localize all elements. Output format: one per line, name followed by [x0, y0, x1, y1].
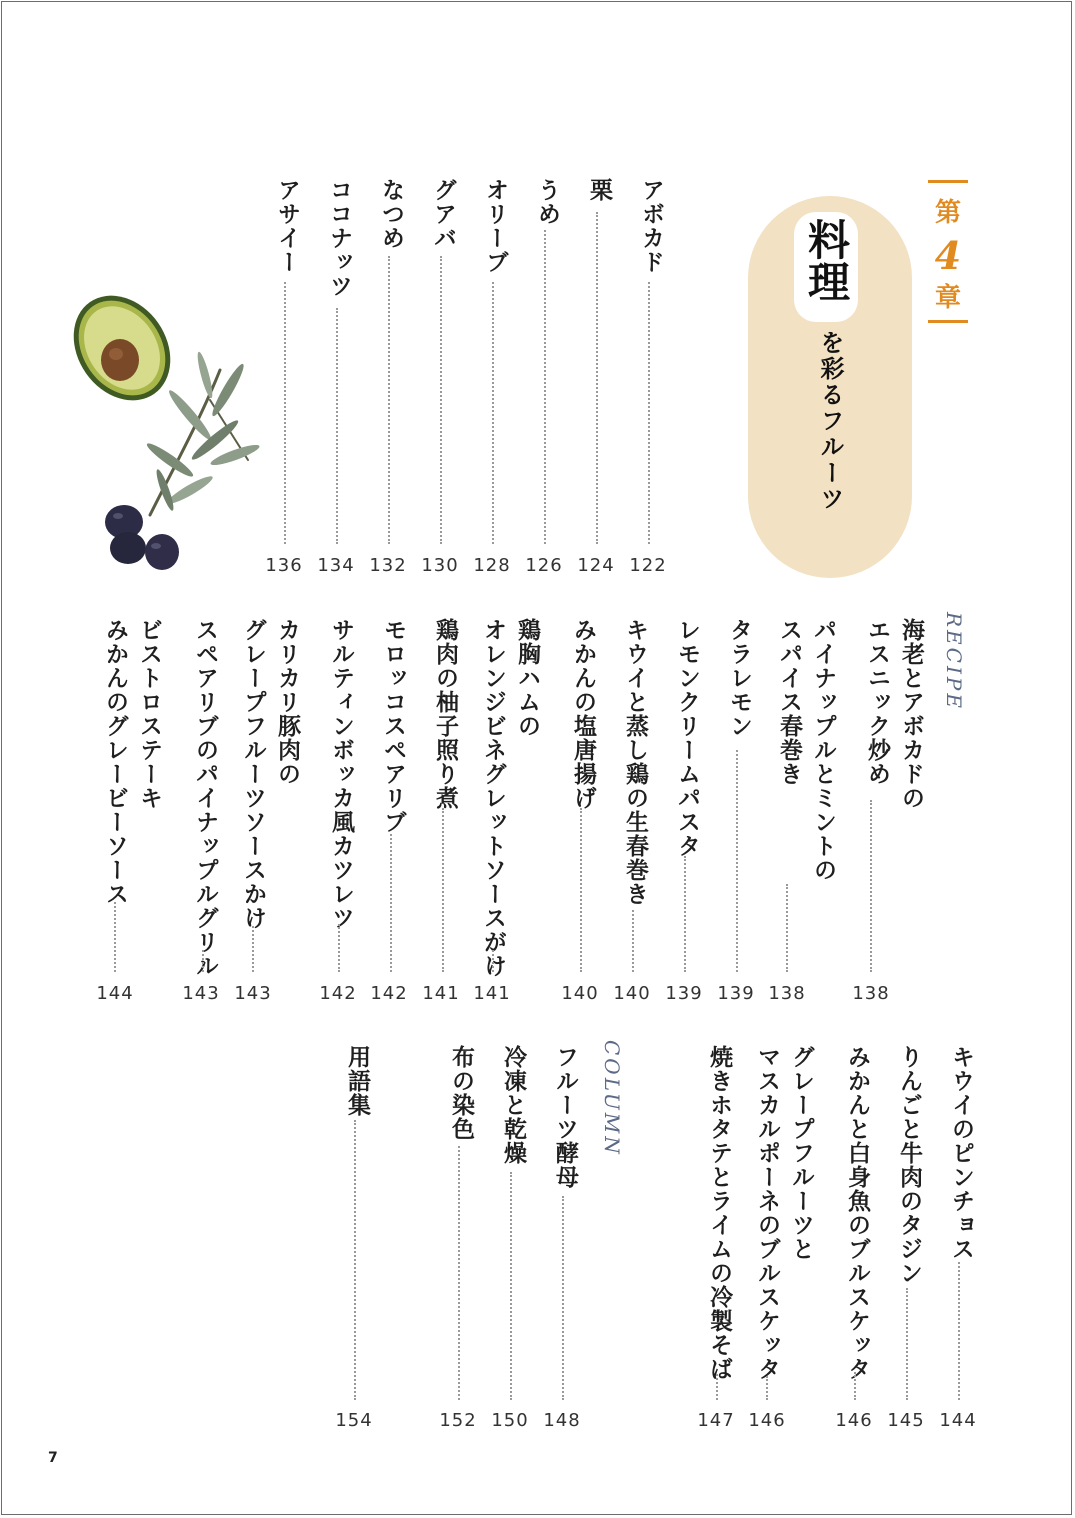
recipe-item[interactable]: 焼きホタテとライムの冷製そば — [706, 1045, 732, 1381]
page-number: 140 — [561, 983, 599, 1004]
column-label: COLUMN — [600, 1040, 624, 1157]
page-number: 136 — [265, 555, 303, 576]
leader-dots — [736, 750, 738, 972]
leader-dots — [202, 950, 204, 972]
recipe-item[interactable]: キウイと蒸し鶏の生春巻き — [622, 618, 648, 906]
chapter-sho: 章 — [934, 283, 961, 313]
page-number: 146 — [835, 1410, 873, 1431]
page-number: 126 — [525, 555, 563, 576]
page-number: 143 — [182, 983, 220, 1004]
fruit-item[interactable]: オリーブ — [482, 178, 508, 274]
leader-dots — [114, 902, 116, 972]
page-number: 150 — [491, 1410, 529, 1431]
page-number: 142 — [370, 983, 408, 1004]
page-number: 147 — [697, 1410, 735, 1431]
fruit-item[interactable]: 栗 — [586, 178, 612, 202]
leader-dots — [284, 282, 286, 544]
page-number: 154 — [335, 1410, 373, 1431]
leader-dots — [632, 910, 634, 972]
leader-dots — [354, 1120, 356, 1400]
page-number: 141 — [422, 983, 460, 1004]
leader-dots — [684, 856, 686, 972]
page-number: 152 — [439, 1410, 477, 1431]
leader-dots — [338, 924, 340, 972]
chapter-number: 4 — [934, 233, 962, 278]
recipe-item[interactable]: カリカリ豚肉の グレープフルーツソースかけ — [240, 618, 300, 930]
chapter-title-sub: を彩るフルーツ — [816, 330, 844, 512]
column-item[interactable]: 冷凍と乾燥 — [500, 1045, 526, 1165]
recipe-item[interactable]: サルティンボッカ風カツレツ — [328, 618, 354, 930]
leader-dots — [766, 1376, 768, 1400]
chapter-rule-bottom — [928, 320, 968, 323]
chapter-rule-top — [928, 180, 968, 183]
recipe-item[interactable]: レモンクリームパスタ — [674, 618, 700, 858]
olive-fruit-icon — [105, 505, 179, 570]
recipe-item[interactable]: ビストロステーキ みかんのグレービーソース — [102, 618, 162, 906]
leader-dots — [442, 808, 444, 972]
recipe-item[interactable]: りんごと牛肉のタジン — [896, 1045, 922, 1285]
leader-dots — [388, 256, 390, 544]
recipe-item[interactable]: モロッコスペアリブ — [380, 618, 406, 834]
leader-dots — [252, 926, 254, 972]
page-number: 138 — [852, 983, 890, 1004]
recipe-item[interactable]: 海老とアボカドの エスニック炒め — [864, 618, 924, 810]
fruit-item[interactable]: ココナッツ — [326, 178, 352, 298]
page-number: 145 — [887, 1410, 925, 1431]
leader-dots — [492, 282, 494, 544]
leader-dots — [510, 1172, 512, 1400]
recipe-item[interactable]: パイナップルとミントの スパイス春巻き — [776, 618, 836, 882]
leader-dots — [870, 800, 872, 972]
recipe-item[interactable]: みかんの塩唐揚げ — [570, 618, 596, 810]
page-number: 144 — [96, 983, 134, 1004]
leader-dots — [492, 950, 494, 972]
column-item[interactable]: 布の染色 — [448, 1045, 474, 1141]
column-item[interactable]: フルーツ酵母 — [552, 1045, 578, 1189]
page-number: 141 — [473, 983, 511, 1004]
page-number: 143 — [234, 983, 272, 1004]
recipe-item[interactable]: スペアリブのパイナップルグリル — [192, 618, 218, 978]
page-number: 138 — [768, 983, 806, 1004]
recipe-item[interactable]: キウイのピンチョス — [948, 1045, 974, 1261]
leader-dots — [336, 308, 338, 544]
page-number: 132 — [369, 555, 407, 576]
fruit-item[interactable]: アサイー — [274, 178, 300, 274]
page-folio: 7 — [48, 1450, 58, 1466]
leader-dots — [390, 834, 392, 972]
leader-dots — [906, 1288, 908, 1400]
fruit-item[interactable]: グアバ — [430, 178, 456, 250]
recipe-item[interactable]: 鶏胸ハムの オレンジビネグレットソースがけ — [480, 618, 540, 978]
leader-dots — [458, 1146, 460, 1400]
glossary-item[interactable]: 用語集 — [344, 1045, 370, 1117]
chapter-dai: 第 — [934, 198, 961, 228]
recipe-label: RECIPE — [942, 612, 966, 711]
leader-dots — [786, 884, 788, 972]
leader-dots — [648, 282, 650, 544]
recipe-item[interactable]: グレープフルーツと マスカルポーネのブルスケッタ — [754, 1045, 814, 1381]
page-number: 148 — [543, 1410, 581, 1431]
leader-dots — [562, 1196, 564, 1400]
recipe-item[interactable]: みかんと白身魚のブルスケッタ — [844, 1045, 870, 1381]
leader-dots — [854, 1372, 856, 1400]
leader-dots — [958, 1262, 960, 1400]
page-number: 140 — [613, 983, 651, 1004]
page-number: 144 — [939, 1410, 977, 1431]
avocado-olive-illustration — [70, 290, 260, 590]
leader-dots — [580, 808, 582, 972]
recipe-item[interactable]: タラレモン — [726, 618, 752, 738]
fruit-item[interactable]: アボカド — [638, 178, 664, 274]
page-number: 142 — [319, 983, 357, 1004]
fruit-item[interactable]: うめ — [534, 178, 560, 226]
page-number: 122 — [629, 555, 667, 576]
page-number: 134 — [317, 555, 355, 576]
fruit-item[interactable]: なつめ — [378, 178, 404, 250]
page-number: 124 — [577, 555, 615, 576]
leader-dots — [596, 212, 598, 544]
leader-dots — [716, 1374, 718, 1400]
page-number: 146 — [748, 1410, 786, 1431]
page-number: 128 — [473, 555, 511, 576]
page-number: 139 — [665, 983, 703, 1004]
page-number: 139 — [717, 983, 755, 1004]
avocado-icon — [70, 290, 190, 419]
page-number: 130 — [421, 555, 459, 576]
recipe-item[interactable]: 鶏肉の柚子照り煮 — [432, 618, 458, 810]
leader-dots — [544, 230, 546, 544]
leader-dots — [440, 256, 442, 544]
chapter-title-main: 料理 — [802, 218, 851, 302]
